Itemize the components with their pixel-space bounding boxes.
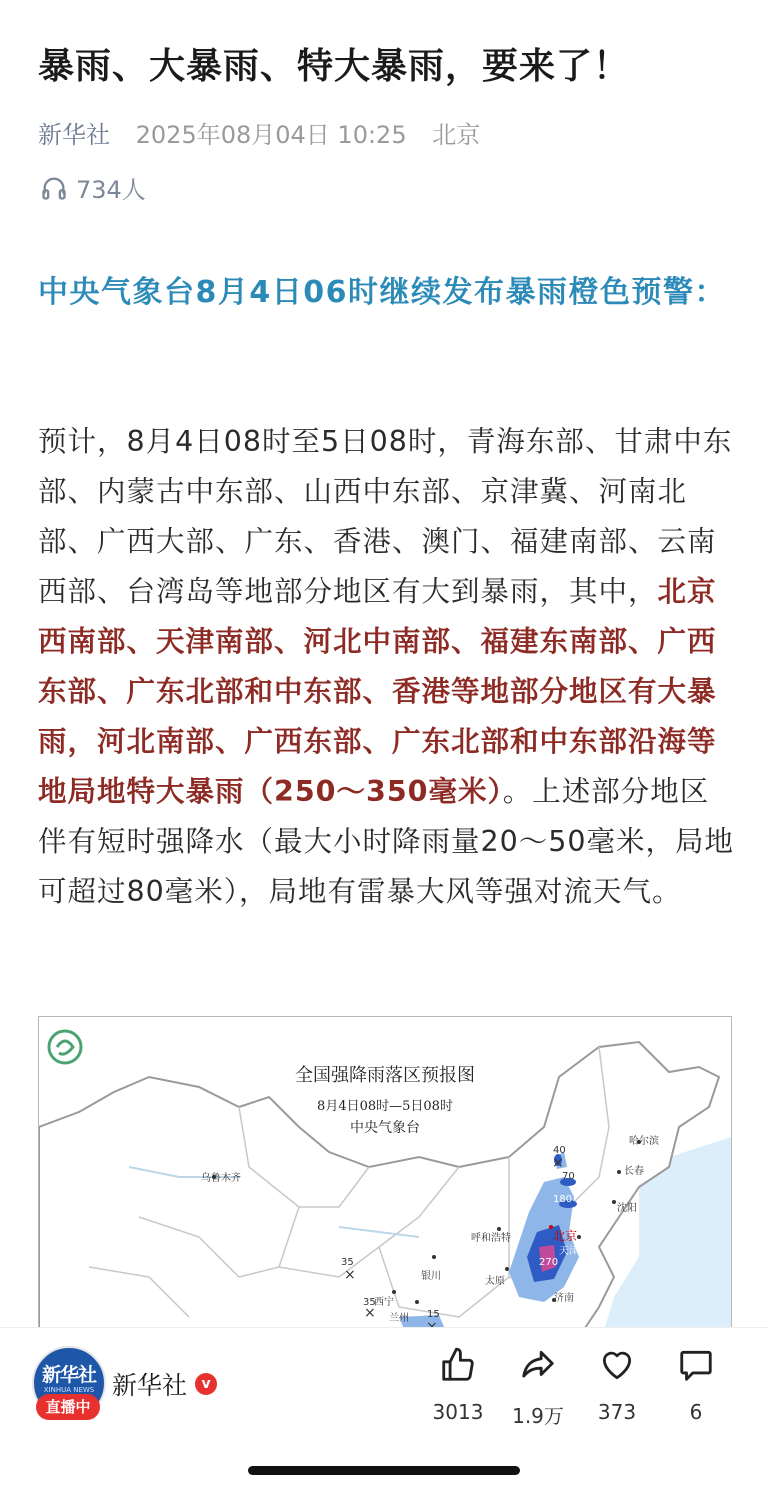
share-button[interactable]: [498, 1346, 578, 1429]
svg-text:×: ×: [552, 1155, 564, 1171]
share-count: 1.9万: [512, 1404, 564, 1428]
map-value-35b: 35: [363, 1297, 376, 1308]
map-city-shenyang: 沈阳: [617, 1203, 637, 1214]
map-value-15: 15: [427, 1309, 440, 1320]
avatar-logo-subtitle: XINHUA NEWS: [43, 1386, 95, 1394]
account-name: 新华社: [112, 1371, 188, 1400]
avatar-logo-text: 新华社: [41, 1364, 96, 1386]
body-highlight: 北京西南部、天津南部、河北中南部、福建东南部、广西东部、广东北部和中东部、香港等地部分地区有大暴雨，河北南部、广西东部、广东北部和中东部沿海等地局地特大暴雨（250～350毫米）: [38, 575, 717, 808]
map-city-beijing: 北京: [553, 1229, 578, 1243]
map-city-jinan: 济南: [554, 1293, 574, 1304]
map-city-xining: 西宁: [374, 1297, 394, 1308]
favorite-count: 373: [597, 1400, 637, 1424]
map-title: 全国强降雨落区预报图: [295, 1065, 475, 1086]
article-location: 北京: [432, 121, 481, 149]
map-city-lanzhou: 兰州: [389, 1313, 409, 1324]
article-meta: [38, 115, 480, 150]
map-value-70: 70: [562, 1171, 575, 1182]
map-city-hohhot: 呼和浩特: [471, 1233, 511, 1244]
map-city-yinchuan: 银川: [421, 1271, 441, 1282]
body-text-part1: 预计，8月4日08时至5日08时，青海东部、甘肃中东部、内蒙古中东部、山西中东部、京津冀、河南北部、广西大部、广东、香港、澳门、福建南部、云南西部、台湾岛等地部分地区有大到暴雨，其中，: [38, 425, 733, 608]
verified-icon: v: [195, 1373, 217, 1395]
map-period: 8月4日08时—5日08时: [317, 1099, 453, 1114]
like-count: 3013: [432, 1400, 484, 1424]
live-badge[interactable]: 直播中: [36, 1394, 100, 1420]
article-subheading: 中央气象台8月4日06时继续发布暴雨橙色预警：: [38, 275, 726, 310]
like-button[interactable]: [418, 1346, 498, 1424]
share-icon: [519, 1346, 557, 1384]
svg-text:×: ×: [344, 1267, 356, 1283]
article-datetime: 2025年08月04日 10:25: [135, 121, 407, 149]
listener-count: 734人: [76, 176, 146, 204]
map-city-taiyuan: 太原: [485, 1276, 505, 1287]
map-value-35a: 35: [341, 1257, 354, 1268]
comment-count: 6: [689, 1400, 703, 1424]
article-body: [38, 417, 738, 917]
heart-icon: [598, 1346, 636, 1384]
map-value-270: 270: [539, 1257, 559, 1268]
map-city-harbin: 哈尔滨: [629, 1136, 659, 1147]
listen-count[interactable]: [40, 170, 146, 205]
rainfall-forecast-map[interactable]: [38, 1016, 732, 1348]
home-indicator[interactable]: [248, 1466, 520, 1475]
map-city-tianjin: 天津: [559, 1246, 579, 1257]
map-city-urumqi: 乌鲁木齐: [201, 1173, 241, 1184]
thumbs-up-icon: [439, 1346, 477, 1384]
map-value-180: 180: [553, 1194, 573, 1205]
favorite-button[interactable]: [577, 1346, 657, 1424]
comment-icon: [677, 1346, 715, 1384]
map-city-changchun: 长春: [624, 1166, 644, 1177]
svg-text:×: ×: [364, 1305, 376, 1321]
headphones-icon: [40, 174, 68, 202]
article-source[interactable]: 新华社: [38, 121, 110, 149]
comment-button[interactable]: [656, 1346, 736, 1424]
map-issuer: 中央气象台: [350, 1120, 420, 1136]
article-title: 暴雨、大暴雨、特大暴雨，要来了！: [38, 46, 631, 87]
body-text-part2: 。上述部分地区伴有短时强降水（最大小时降雨量20～50毫米，局地可超过80毫米），局地有雷暴大风等强对流天气。: [38, 775, 735, 908]
account-name-block[interactable]: [112, 1366, 217, 1402]
map-value-40: 40: [553, 1145, 566, 1156]
